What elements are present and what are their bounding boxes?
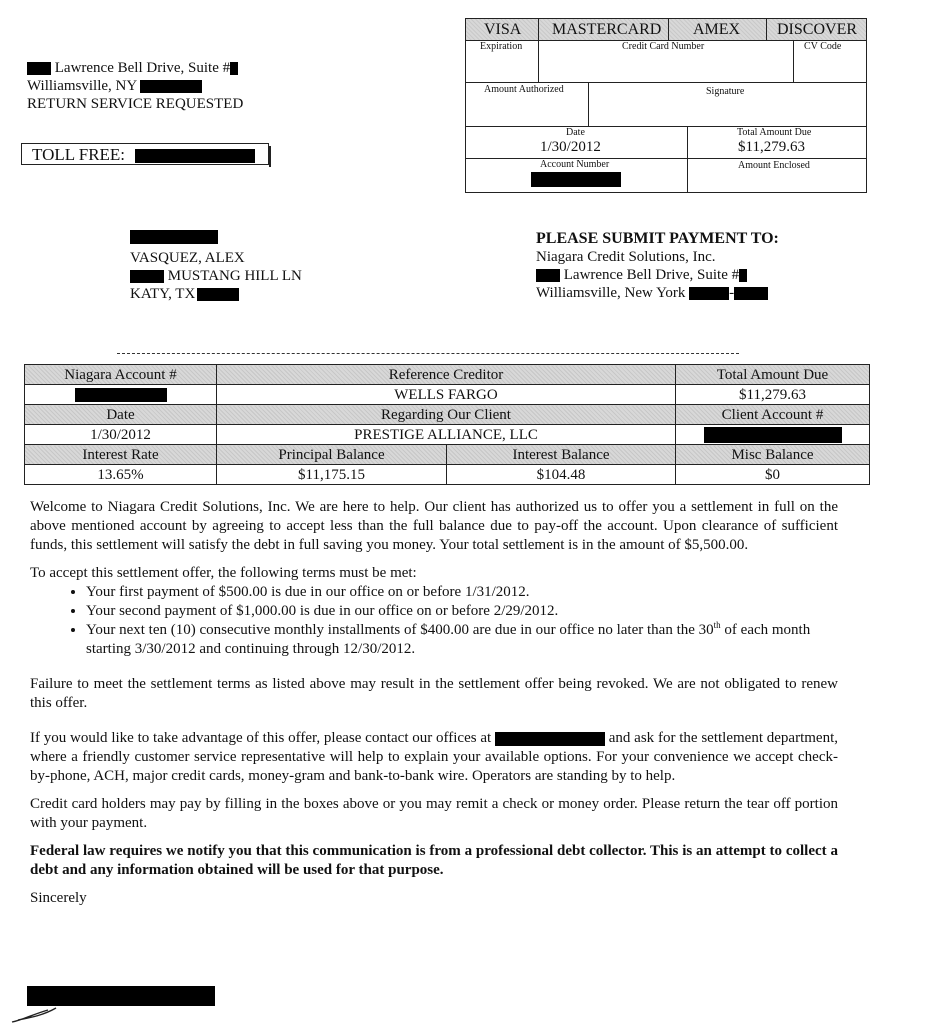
client-account-header: Client Account # (676, 405, 870, 425)
return-address-line1 (27, 59, 243, 77)
zip-dash: - (729, 285, 735, 301)
failure-paragraph: Failure to meet the settlement terms as listed above may result in the settlement offer being revoked. We are not obligated to renew this offer. (30, 676, 838, 711)
letter-body (30, 498, 838, 908)
total-due-label: Total Amount Due (737, 127, 812, 138)
return-address-line2 (27, 77, 243, 95)
card-brand-mastercard[interactable]: MASTERCARD (552, 21, 662, 38)
return-street: Lawrence Bell Drive, Suite # (54, 60, 231, 76)
cv-code-field[interactable]: CV Code (804, 41, 842, 52)
redaction-block (230, 62, 238, 75)
reference-creditor-value: WELLS FARGO (217, 385, 676, 405)
redaction-block (130, 270, 164, 283)
date-value: 1/30/2012 (25, 425, 217, 445)
toll-free-box (21, 143, 269, 165)
list-item: • Your first payment of $500.00 is due in our office on or before 1/31/2012. (86, 583, 838, 602)
redaction-block (130, 230, 218, 244)
redaction-block (197, 288, 239, 301)
return-service-requested: RETURN SERVICE REQUESTED (27, 96, 244, 112)
redaction-block (75, 388, 167, 402)
debtor-street: MUSTANG HILL LN (167, 268, 302, 284)
redaction-block (135, 149, 255, 163)
payee-street: Lawrence Bell Drive, Suite # (563, 267, 740, 283)
return-city: Williamsville, NY (27, 78, 137, 94)
table-row (25, 445, 870, 465)
signature-field[interactable]: Signature (706, 86, 745, 97)
welcome-paragraph: Welcome to Niagara Credit Solutions, Inc. We are here to help. Our client has authorized us to offer you a settlement in full on the above mentioned account by agreeing to accept less than the full balance due to pay-off the account. Upon clearance of sufficient funds, this settlement will satisfy the debt in full saving you money. Your total settlement is in the amount of $5,500.00. (30, 499, 838, 553)
contact-paragraph (30, 729, 838, 786)
table-row (25, 425, 870, 445)
list-item: • Your second payment of $1,000.00 is due in our office on or before 2/29/2012. (86, 602, 838, 621)
payment-address (536, 230, 779, 302)
debtor-city: KATY, TX (130, 286, 196, 302)
date-value: 1/30/2012 (540, 139, 601, 155)
reference-creditor-header: Reference Creditor (217, 365, 676, 385)
redaction-block (739, 269, 747, 282)
card-brand-discover[interactable]: DISCOVER (777, 21, 858, 38)
list-item (86, 621, 838, 659)
term3-text-end: of each month starting 3/30/2012 and continuing through 12/30/2012. (86, 622, 811, 657)
niagara-account-value (25, 385, 217, 405)
niagara-account-header: Niagara Account # (25, 365, 217, 385)
redaction-block (531, 172, 621, 187)
interest-rate-value: 13.65% (25, 465, 217, 485)
toll-free-label: TOLL FREE: (32, 145, 126, 164)
client-account-value (676, 425, 870, 445)
terms-intro: To accept this settlement offer, the following terms must be met: (30, 565, 417, 581)
amount-authorized-field[interactable]: Amount Authorized (484, 84, 564, 95)
amount-enclosed-field[interactable]: Amount Enclosed (738, 160, 810, 171)
interest-balance-value: $104.48 (447, 465, 676, 485)
tear-off-line (117, 353, 739, 354)
term3-text: Your next ten (10) consecutive monthly installments of $400.00 are due in our office no later than the 30 (86, 622, 714, 638)
account-number-label: Account Number (540, 159, 610, 170)
payment-heading: PLEASE SUBMIT PAYMENT TO: (536, 230, 779, 247)
legal-notice: Federal law requires we notify you that this communication is from a professional debt collector. This is an attempt to collect a debt and any information obtained will be used for that purpose. (30, 843, 838, 878)
redaction-block (734, 287, 768, 300)
expiration-field[interactable]: Expiration (480, 41, 523, 52)
regarding-client-header: Regarding Our Client (217, 405, 676, 425)
debtor-address (130, 228, 302, 303)
redaction-block (536, 269, 560, 282)
ordinal-suffix: th (713, 620, 721, 630)
principal-balance-header: Principal Balance (217, 445, 447, 465)
regarding-client-value: PRESTIGE ALLIANCE, LLC (217, 425, 676, 445)
redaction-block (140, 80, 202, 93)
credit-card-payment-box (465, 18, 867, 193)
redaction-block (27, 62, 51, 75)
card-brand-amex[interactable]: AMEX (693, 21, 741, 38)
date-label: Date (566, 127, 585, 138)
contact-text-end: and ask for the settlement department, where a friendly customer service representative will help to explain your available options. For your convenience we accept check-by-phone, ACH, major credit cards, money-gram and bank-to-bank wire. Operators are standing by to help. (30, 730, 838, 784)
return-address (27, 59, 243, 113)
payee-company: Niagara Credit Solutions, Inc. (536, 249, 716, 265)
redaction-block (689, 287, 729, 300)
date-header: Date (25, 405, 217, 425)
table-row (25, 385, 870, 405)
payee-city: Williamsville, New York (536, 285, 686, 301)
account-summary-table (24, 364, 870, 485)
total-due-value: $11,279.63 (676, 385, 870, 405)
redaction-block (704, 427, 842, 443)
redaction-block (495, 732, 605, 746)
table-row (25, 465, 870, 485)
interest-balance-header: Interest Balance (447, 445, 676, 465)
table-row (25, 405, 870, 425)
card-brand-visa[interactable]: VISA (484, 21, 522, 38)
contact-text: If you would like to take advantage of this offer, please contact our offices at (30, 730, 492, 746)
total-due-header: Total Amount Due (676, 365, 870, 385)
settlement-terms-list (30, 583, 838, 659)
card-number-field[interactable]: Credit Card Number (622, 41, 705, 52)
closing: Sincerely (30, 890, 87, 906)
misc-balance-value: $0 (676, 465, 870, 485)
credit-card-paragraph: Credit card holders may pay by filling in the boxes above or you may remit a check or money order. Please return the tear off portion with your payment. (30, 796, 838, 831)
table-row (25, 365, 870, 385)
interest-rate-header: Interest Rate (25, 445, 217, 465)
signature-stroke-icon (8, 1000, 68, 1026)
debtor-name: VASQUEZ, ALEX (130, 250, 245, 266)
misc-balance-header: Misc Balance (676, 445, 870, 465)
total-due-value: $11,279.63 (738, 139, 805, 155)
principal-balance-value: $11,175.15 (217, 465, 447, 485)
